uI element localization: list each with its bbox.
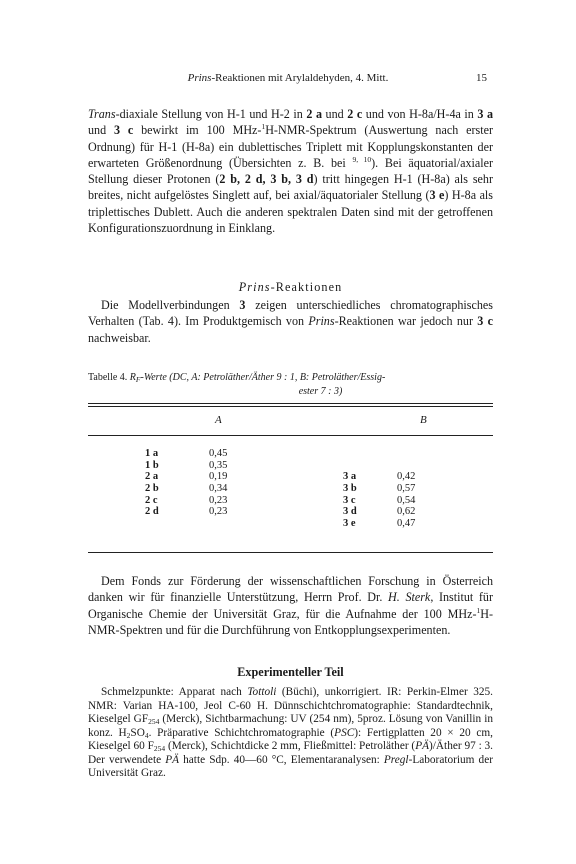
table-row: [88, 483, 493, 495]
rf-value-b: 0,57: [397, 483, 416, 495]
column-header-b: B: [420, 414, 427, 426]
running-title: Prins-Reaktionen mit Arylaldehyden, 4. Mitt.: [187, 72, 389, 84]
rf-value-b: 0,54: [397, 494, 416, 506]
rf-value-a: 0,23: [209, 506, 228, 518]
rf-value-a: 0,45: [209, 448, 228, 459]
column-header-a: A: [215, 414, 222, 426]
table-row: [88, 518, 493, 530]
rf-value-b: 0,62: [397, 506, 416, 518]
paragraph-acknowledgements: Dem Fonds zur Förderung der wissenschaftlichen Forschung in Österreich danken wir für finanzielle Unterstützung, Herrn Prof. Dr. H. Sterk, Institut für Organische Chemie der Universität Graz, für die Aufnahme der 100 MHz-$^1$H-NMR-Spektren und für die Durchführung von Entkopplungsexperimenten.: [88, 574, 493, 637]
table-row: [88, 460, 493, 472]
rf-value-b: 0,42: [397, 471, 416, 483]
rf-value-b: 0,47: [397, 518, 416, 530]
rf-value-a: 0,34: [209, 483, 228, 495]
rf-values-table: [88, 448, 493, 530]
compound-label-a: 2 b: [145, 483, 159, 495]
compound-label-a: 2 c: [145, 494, 158, 506]
compound-label-b: 3 c: [343, 494, 356, 506]
table-header-rule: [88, 435, 493, 436]
paragraph-experimental-methods: Schmelzpunkte: Apparat nach Tottoli (Büchi), unkorrigiert. IR: Perkin-Elmer 325. NMR: Varian HA-100, Jeol C-60 H. Dünnschichtchromatographie: Standardtechnik, Kieselgel $GF_{254}$ (Merck), Sichtbarmachung: UV (254 nm), 5proz. Lösung von Vanillin in konz. $H_2SO_4$. Präparative Schichtchromatographie (PSC): Fertigplatten 20 × 20 cm, Kieselgel 60 $F_{254}$ (Merck), Schichtdicke 2 mm, Fließmittel: Petroläther (PÄ)/Äther 97 : 3. Der verwendete PÄ hatte Sdp. 40—60 °C, Elementaranalysen: Pregl-Laboratorium der Universität Graz.: [88, 686, 494, 779]
table-top-rule-second: [88, 406, 493, 407]
compound-label-b: 3 b: [343, 483, 357, 495]
page-number: 15: [476, 72, 487, 84]
compound-label-a: 2 a: [145, 471, 159, 483]
rf-value-a: 0,35: [209, 459, 228, 471]
table-top-rule: [88, 403, 493, 404]
table-row: [88, 506, 493, 518]
table-bottom-rule: [88, 552, 493, 553]
table-caption: Tabelle 4. $R_F$-Werte (DC, A: Petroläther/Äther 9 : 1, B: Petroläther/Essig- ester 7 : 3): [88, 372, 386, 397]
rf-value-a: 0,19: [209, 471, 228, 483]
table-row: [88, 448, 493, 460]
rf-value-a: 0,23: [209, 494, 228, 506]
compound-label-a: 1 a: [145, 448, 159, 459]
compound-label-b: 3 e: [343, 518, 356, 530]
compound-label-b: 3 a: [343, 471, 357, 483]
compound-label-b: 3 d: [343, 506, 357, 518]
paragraph-nmr-discussion: Trans-diaxiale Stellung von H-1 und H-2 in 2 a und 2 c und von H-8a/H-4a in 3 a und 3 c bewirkt im 100 MHz-$^1$H-NMR-Spektrum (Auswertung nach erster Ordnung) für H-1 (H-8a) ein dublettisches Triplett mit Kopplungskonstanten der erwarteten Größenordnung (Übersichten z. B. bei $^{9, 10}$). Bei äquatorial/axialer Stellung dieser Protonen (2 b, 2 d, 3 b, 3 d) tritt hingegen H-1 (H-8a) als sehr breites, nicht aufgelöstes Singlett auf, bei axial/äquatorialer Stellung (3 e) H-8a als triplettisches Dublett. Auch die anderen spektralen Daten sind mit der getroffenen Konfigurationszuordnung in Einklang.: [88, 107, 494, 236]
paragraph-prins-reactions: Die Modellverbindungen 3 zeigen unterschiedliches chromatographisches Verhalten (Tab. 4). Im Produktgemisch von Prins-Reaktionen war jedoch nur 3 c nachweisbar.: [88, 298, 493, 345]
section-heading-prins-reaktionen: Prins-Reaktionen: [238, 280, 343, 294]
table-row: [88, 495, 493, 507]
table-row: [88, 471, 493, 483]
compound-label-a: 2 d: [145, 506, 159, 518]
section-heading-experimenteller-teil: Experimenteller Teil: [237, 665, 344, 679]
compound-label-a: 1 b: [145, 459, 159, 471]
